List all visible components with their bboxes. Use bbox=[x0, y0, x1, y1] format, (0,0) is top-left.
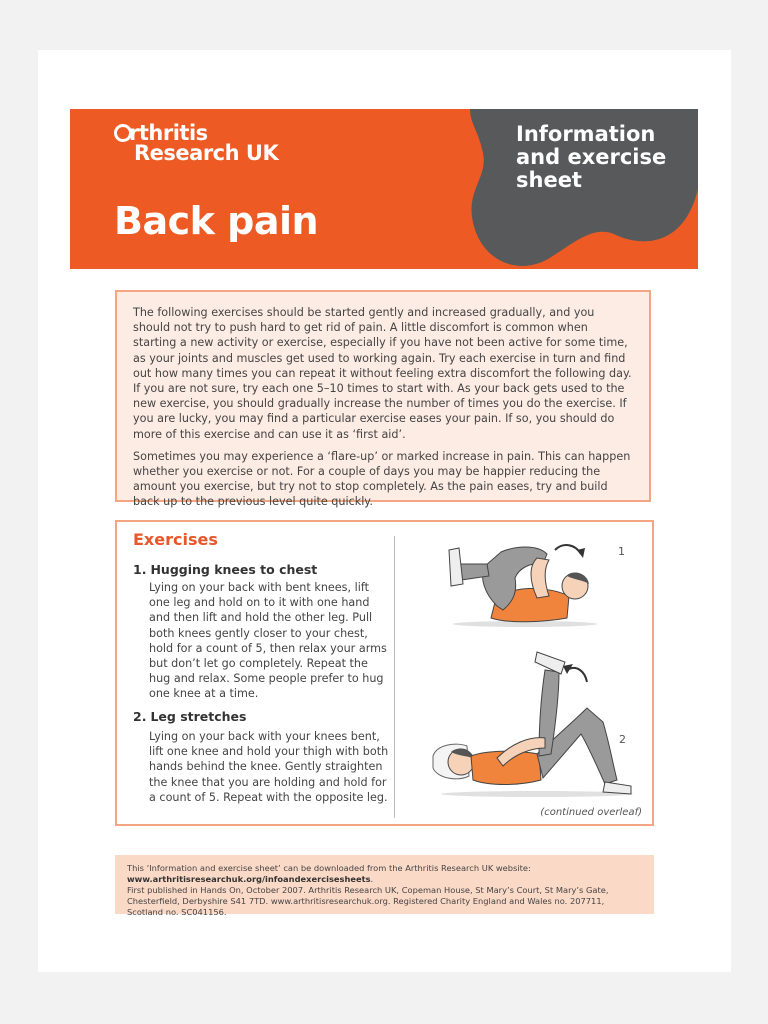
exercise-2-body: Lying on your back with your knees bent, lift one knee and hold your thigh with both hands behind the knee. Gently straighten the knee that you are holding and hold for a count of 5. Repeat with the opposite leg. bbox=[149, 730, 389, 804]
footer-download-end: . bbox=[370, 874, 374, 884]
page-title: Back pain bbox=[114, 199, 319, 243]
intro-paragraph-1: The following exercises should be started gently and increased gradually, and you should not try to push hard to get rid of pain. A little discomfort is common when starting a new activity or exercise, especially if you have not been active for some time, as your joints and muscles get used to working again. Try each exercise in turn and find out how many times you can repeat it without feeling extra discomfort the following day. If you are not sure, try each one 5–10 times to start with. As your back gets used to the new exercise, you should gradually increase the number of times you do the exercise. If you are lucky, you may find a particular exercise eases your pain. If so, you should do more of this exercise and can use it as ‘first aid’. bbox=[133, 306, 632, 441]
intro-paragraph-2: Sometimes you may experience a ‘flare-up’ or marked increase in pain. This can happen whether you exercise or not. For a couple of days you may be happier reducing the amount you exercise, but try not to stop completely. As the pain eases, try and build back up to the previous level quite quickly. bbox=[133, 449, 631, 509]
logo-line1: rthritis bbox=[129, 121, 208, 145]
intro-box bbox=[115, 290, 651, 509]
badge-line3: sheet bbox=[516, 168, 582, 192]
header-banner bbox=[70, 109, 698, 269]
arthritis-research-uk-logo bbox=[114, 123, 278, 163]
exercise-1-illustration bbox=[445, 540, 605, 630]
footer-box bbox=[115, 855, 654, 917]
exercises-heading: Exercises bbox=[133, 530, 218, 549]
column-divider bbox=[394, 536, 395, 818]
info-sheet-badge-text bbox=[516, 123, 666, 192]
footer-download-line bbox=[127, 863, 642, 885]
exercise-2-title-text: Leg stretches bbox=[150, 709, 247, 724]
exercise-2-illustration bbox=[427, 646, 637, 798]
exercise-2-title bbox=[133, 709, 246, 724]
logo-line2: Research UK bbox=[134, 141, 279, 165]
figure-2-number: 2 bbox=[619, 733, 626, 746]
exercise-1-body: Lying on your back with bent knees, lift one leg and hold on to it with one hand and then lift and hold the other leg. Pull both knees gently closer to your chest, hold for a count of 5, then relax your arms but don’t let go completely. Repeat the hug and relax. Some people prefer to hug one knee at a time. bbox=[149, 581, 387, 701]
footer-download-link[interactable]: www.arthritisresearchuk.org/infoandexercisesheets bbox=[127, 874, 371, 884]
exercise-2-number: 2. bbox=[133, 709, 147, 724]
exercise-1-title-text: Hugging knees to chest bbox=[150, 562, 318, 577]
continued-overleaf-note: (continued overleaf) bbox=[540, 807, 642, 818]
badge-line2: and exercise bbox=[516, 145, 667, 169]
footer-download-text: This ‘Information and exercise sheet’ can be downloaded from the Arthritis Research UK website: bbox=[127, 863, 531, 873]
exercise-1-number: 1. bbox=[133, 562, 147, 577]
footer-publication-info: First published in Hands On, October 2007. Arthritis Research UK, Copeman House, St Mary’s Court, St Mary’s Gate, Chesterfield, Derbyshire S41 7TD. www.arthritisresearchuk.org. Registered Charity England and Wales no. 207711, Scotland no. SC041156. bbox=[127, 885, 609, 917]
figure-1-number: 1 bbox=[618, 545, 625, 558]
exercise-1-title bbox=[133, 562, 317, 577]
exercises-box bbox=[115, 520, 654, 826]
logo-a-ring-icon bbox=[114, 124, 132, 142]
badge-line1: Information bbox=[516, 122, 656, 146]
